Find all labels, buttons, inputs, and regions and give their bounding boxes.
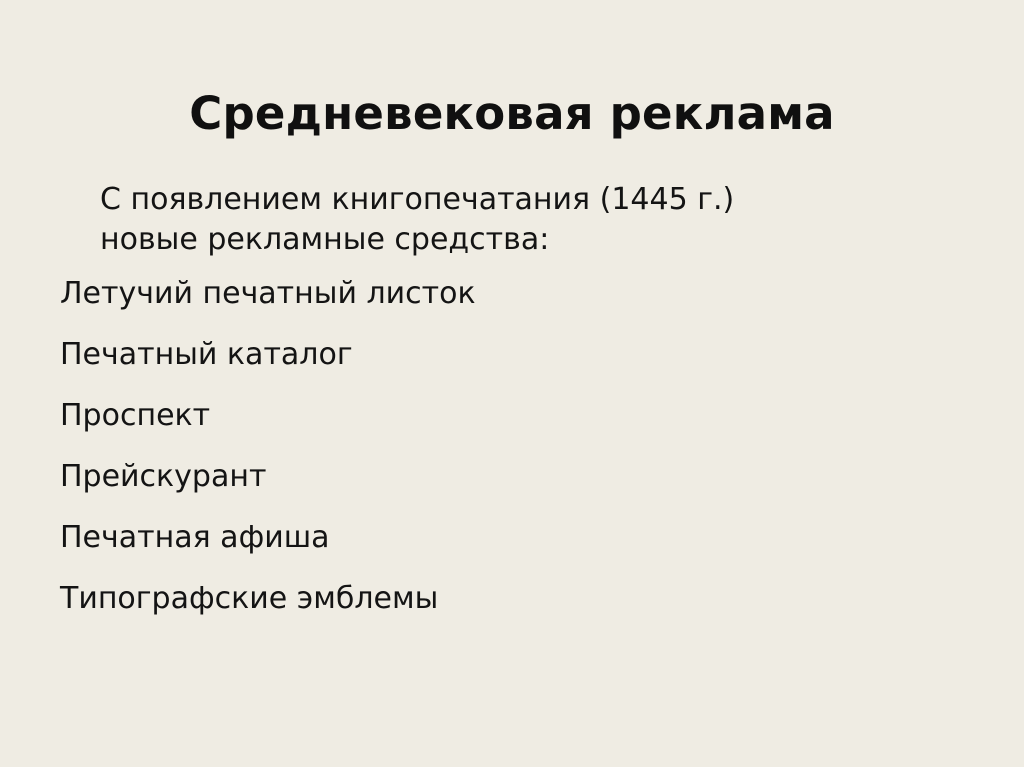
intro-paragraph bbox=[60, 180, 960, 260]
list-item: Печатная афиша bbox=[60, 519, 330, 555]
page-title: Средневековая реклама bbox=[189, 87, 835, 141]
intro-line-2: новые рекламные средства: bbox=[100, 222, 550, 258]
advertising-means-list bbox=[60, 274, 960, 618]
list-item: Летучий печатный листок bbox=[60, 276, 476, 312]
intro-line-1: С появлением книгопечатания (1445 г.) bbox=[100, 182, 735, 217]
list-item: Типографские эмблемы bbox=[60, 580, 439, 616]
slide-body bbox=[60, 180, 960, 640]
list-item: Прейскурант bbox=[60, 459, 267, 495]
list-item: Проспект bbox=[60, 398, 211, 434]
list-item: Печатный каталог bbox=[60, 337, 353, 373]
